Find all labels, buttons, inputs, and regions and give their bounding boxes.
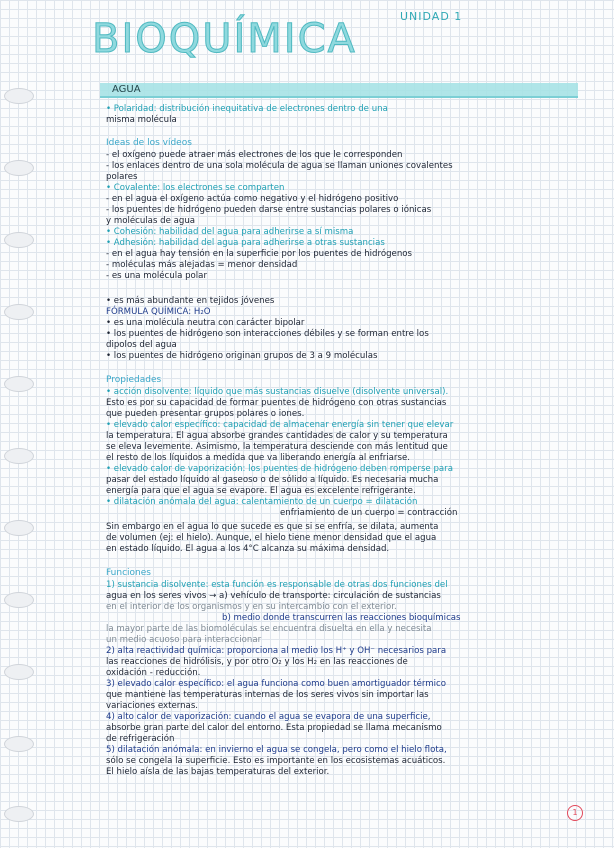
note-line: oxidación - reducción. [106,668,201,678]
note-line: • acción disolvente: líquido que más sustancias disuelve (disolvente universal). [106,387,449,397]
note-line: que mantiene las temperaturas internas de los seres vivos sin importar las [106,690,429,700]
note-line: - los enlaces dentro de una sola molécula de agua se llaman uniones covalentes [106,161,453,171]
note-line: en estado líquido. El agua a los 4°C alcanza su máxima densidad. [106,544,390,554]
note-line: Sin embargo en el agua lo que sucede es que si se enfría, se dilata, aumenta [106,522,439,532]
note-line: absorbe gran parte del calor del entorno. Esta propiedad se llama mecanismo [106,723,442,733]
note-line: agua en los seres vivos → a) vehículo de transporte: circulación de sustancias [106,591,441,601]
note-line: - en el agua el oxígeno actúa como negativo y el hidrógeno positivo [106,194,399,204]
note-line: • es una molécula neutra con carácter bipolar [106,318,305,328]
note-line: - en el agua hay tensión en la superficie por los puentes de hidrógenos [106,249,413,259]
note-line: • los puentes de hidrógeno originan grupos de 3 a 9 moléculas [106,351,378,361]
note-line: enfriamiento de un cuerpo = contracción [280,508,458,518]
unit-label: UNIDAD 1 [400,10,463,23]
note-line: • Polaridad: distribución inequitativa de electrones dentro de una [106,104,388,114]
note-line: se eleva levemente. Asimismo, la temperatura desciende con más lentitud que [106,442,448,452]
note-line: Esto es por su capacidad de formar puentes de hidrógeno con otras sustancias [106,398,447,408]
note-line: 1) sustancia disolvente: esta función es responsable de otras dos funciones del [106,580,448,590]
note-line: • es más abundante en tejidos jóvenes [106,296,275,306]
note-line: variaciones externas. [106,701,199,711]
note-line: un medio acuoso para interaccionar [106,635,262,645]
section-underline [100,96,578,98]
note-line: • elevado calor de vaporización: los puentes de hidrógeno deben romperse para [106,464,453,474]
subheading: Funciones [106,568,151,578]
binder-hole [4,592,34,608]
binder-hole [4,232,34,248]
note-line: las reacciones de hidrólisis, y por otro O₂ y los H₂ en las reacciones de [106,657,408,667]
note-line: - el oxígeno puede atraer más electrones de los que le corresponden [106,150,403,160]
section-title: AGUA [112,84,141,95]
binder-hole [4,376,34,392]
note-line: de refrigeración [106,734,175,744]
note-line: polares [106,172,138,182]
note-line: - es una molécula polar [106,271,207,281]
note-line: 5) dilatación anómala: en invierno el agua se congela, pero como el hielo flota, [106,745,447,755]
binder-hole [4,304,34,320]
note-line: El hielo aísla de las bajas temperaturas del exterior. [106,767,330,777]
note-line: la temperatura. El agua absorbe grandes cantidades de calor y su temperatura [106,431,448,441]
note-line: de volumen (ej: el hielo). Aunque, el hielo tiene menor densidad que el agua [106,533,437,543]
binder-hole [4,520,34,536]
formula-line: FÓRMULA QUÍMICA: H₂O [106,307,211,317]
note-line: 4) alto calor de vaporización: cuando el agua se evapora de una superficie, [106,712,431,722]
note-line: • dilatación anómala del agua: calentamiento de un cuerpo = dilatación [106,497,418,507]
page-number: 1 [567,805,583,821]
note-line: y moléculas de agua [106,216,196,226]
note-line: en el interior de los organismos y en su intercambio con el exterior. [106,602,397,612]
note-line: dipolos del agua [106,340,177,350]
note-line: • Adhesión: habilidad del agua para adherirse a otras sustancias [106,238,385,248]
binder-hole [4,88,34,104]
note-line: • Cohesión: habilidad del agua para adherirse a sí misma [106,227,354,237]
note-line: sólo se congela la superficie. Esto es importante en los ecosistemas acuáticos. [106,756,446,766]
note-line: • elevado calor específico: capacidad de almacenar energía sin tener que elevar [106,420,454,430]
note-line: pasar del estado líquido al gaseoso o de sólido a líquido. Es necesaria mucha [106,475,439,485]
binder-hole [4,664,34,680]
binder-hole [4,806,34,822]
note-line: el resto de los líquidos a medida que va liberando energía al enfriarse. [106,453,410,463]
note-line: energía para que el agua se evapore. El agua es excelente refrigerante. [106,486,416,496]
note-line: la mayor parte de las biomoléculas se encuentra disuelta en ella y necesita [106,624,432,634]
note-line: - los puentes de hidrógeno pueden darse entre sustancias polares o iónicas [106,205,432,215]
note-line: misma molécula [106,115,177,125]
binder-hole [4,448,34,464]
note-line: • los puentes de hidrógeno son interacciones débiles y se forman entre los [106,329,429,339]
note-line: 3) elevado calor específico: el agua funciona como buen amortiguador térmico [106,679,446,689]
page-title: BIOQUÍMICA [92,16,357,62]
section-highlight [100,83,578,97]
note-line: - moléculas más alejadas = menor densidad [106,260,298,270]
note-line: • Covalente: los electrones se comparten [106,183,285,193]
note-line: 2) alta reactividad química: proporciona al medio los H⁺ y OH⁻ necesarios para [106,646,447,656]
binder-hole [4,160,34,176]
subheading: Propiedades [106,375,162,385]
subheading: Ideas de los vídeos [106,138,192,148]
binder-hole [4,736,34,752]
note-line: que pueden presentar grupos polares o iones. [106,409,305,419]
note-line: b) medio donde transcurren las reacciones bioquímicas [222,613,461,623]
